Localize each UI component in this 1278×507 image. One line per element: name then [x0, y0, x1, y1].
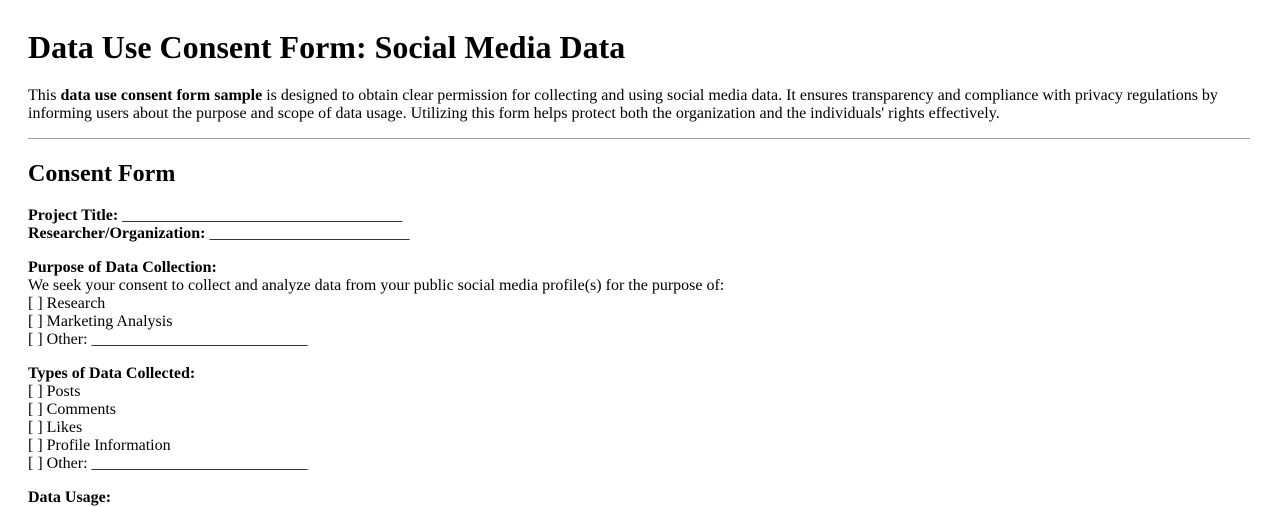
purpose-option-other[interactable]: [ ] Other: ___________________________ — [28, 331, 308, 348]
usage-section — [28, 489, 1250, 507]
intro-bold-text: data use consent form sample — [60, 87, 263, 104]
page-title: Data Use Consent Form: Social Media Data — [28, 29, 626, 65]
purpose-heading: Purpose of Data Collection: — [28, 259, 217, 276]
types-option-profile[interactable]: [ ] Profile Information — [28, 437, 171, 454]
purpose-section — [28, 259, 1250, 349]
purpose-option-research[interactable]: [ ] Research — [28, 295, 106, 312]
purpose-option-marketing[interactable]: [ ] Marketing Analysis — [28, 313, 173, 330]
researcher-label: Researcher/Organization: — [28, 225, 206, 242]
intro-paragraph — [28, 87, 1228, 123]
project-title-blank[interactable]: ___________________________________ — [118, 207, 403, 224]
intro-text-after: is designed to obtain clear permission for collecting and using social media data. It ensures transparency and compliance with privacy regulations by informing users about the purpose and scope of data usage. Utilizing this form helps protect both the organization and the individuals' rights effectively. — [28, 87, 1218, 122]
types-heading: Types of Data Collected: — [28, 365, 196, 382]
form-heading: Consent Form — [28, 161, 176, 187]
types-section — [28, 365, 1250, 473]
purpose-description: We seek your consent to collect and analyze data from your public social media profile(s) for the purpose of: — [28, 277, 725, 294]
types-option-posts[interactable]: [ ] Posts — [28, 383, 81, 400]
types-option-other[interactable]: [ ] Other: ___________________________ — [28, 455, 308, 472]
project-title-line — [28, 207, 1250, 225]
usage-heading: Data Usage: — [28, 489, 112, 506]
project-info — [28, 207, 1250, 243]
researcher-blank[interactable]: _________________________ — [205, 225, 410, 242]
section-divider — [28, 138, 1250, 139]
project-title-label: Project Title: — [28, 207, 119, 224]
intro-text-before: This — [28, 87, 61, 104]
types-option-likes[interactable]: [ ] Likes — [28, 419, 83, 436]
researcher-line — [28, 225, 1250, 243]
types-option-comments[interactable]: [ ] Comments — [28, 401, 116, 418]
